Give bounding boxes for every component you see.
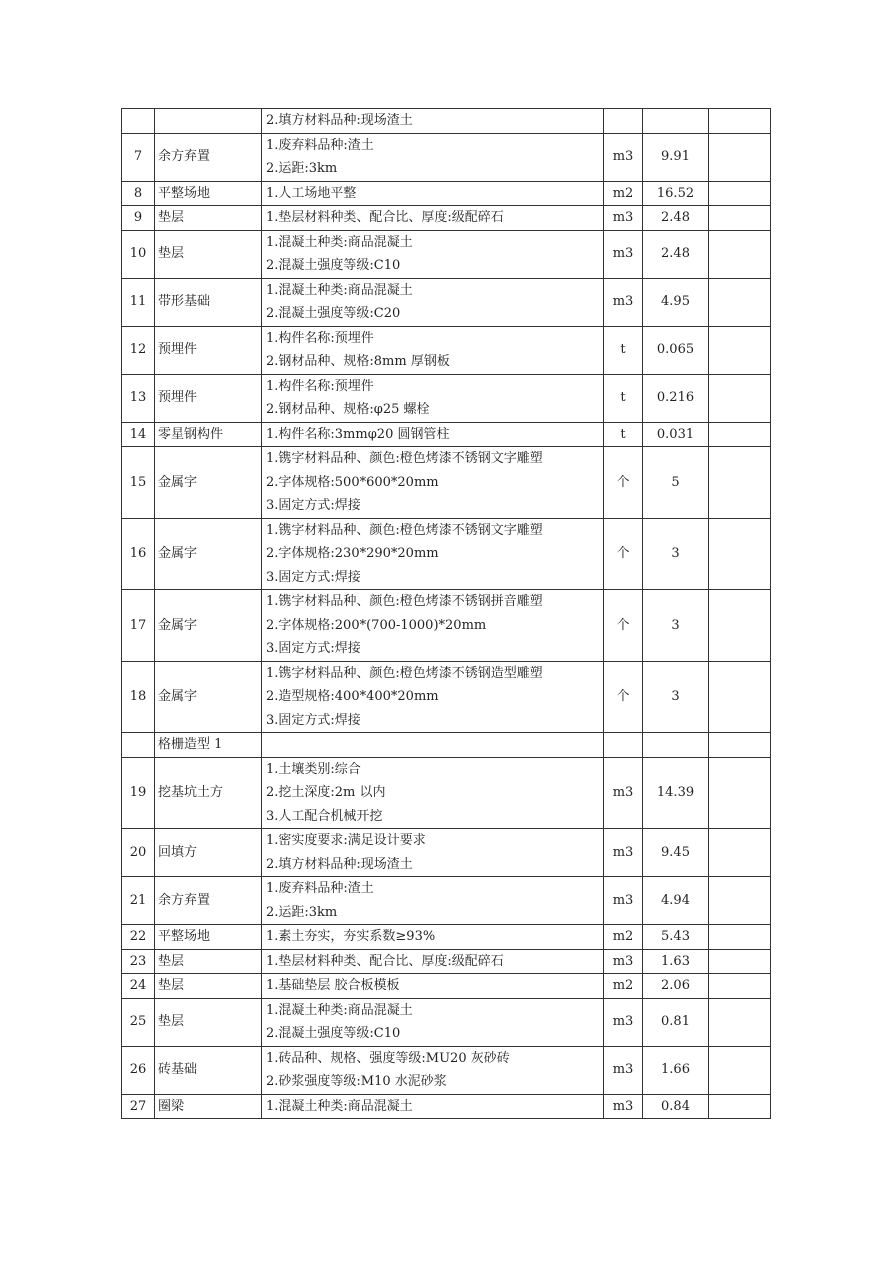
remarks-cell: [709, 590, 771, 662]
unit-cell: m3: [604, 1094, 643, 1119]
description-line: 2.砂浆强度等级:M10 水泥砂浆: [266, 1074, 447, 1089]
item-name-cell: 预埋件: [155, 326, 262, 374]
unit-cell: m3: [604, 829, 643, 877]
item-description-cell: [262, 326, 604, 374]
remarks-cell: [709, 877, 771, 925]
table-row: [122, 109, 771, 134]
item-name-cell: 预埋件: [155, 374, 262, 422]
unit-cell: 个: [604, 661, 643, 733]
unit-cell: t: [604, 374, 643, 422]
item-number-cell: 15: [122, 447, 155, 519]
item-number-cell: 11: [122, 278, 155, 326]
item-name-cell: 金属字: [155, 518, 262, 590]
table-row: [122, 1046, 771, 1094]
bill-of-quantities-table: [121, 108, 771, 1119]
description-line: 1.混凝土种类:商品混凝土: [266, 1098, 413, 1114]
quantity-cell: 2.48: [643, 230, 709, 278]
item-description-cell: [262, 925, 604, 950]
remarks-cell: [709, 949, 771, 974]
table-row: [122, 925, 771, 950]
table-row: [122, 877, 771, 925]
item-description-cell: [262, 133, 604, 181]
unit-cell: 个: [604, 518, 643, 590]
description-line: 1.密实度要求:满足设计要求: [266, 833, 426, 848]
description-line: 2.混凝土强度等级:C10: [266, 1026, 401, 1041]
description-line: 3.固定方式:焊接: [266, 641, 361, 656]
unit-cell: m3: [604, 757, 643, 829]
item-description-cell: [262, 757, 604, 829]
description-line: 3.固定方式:焊接: [266, 498, 361, 513]
description-line: 1.镌字材料品种、颜色:橙色烤漆不锈钢拼音雕塑: [266, 594, 543, 609]
table-row: [122, 230, 771, 278]
quantity-cell: 0.216: [643, 374, 709, 422]
item-description-cell: [262, 447, 604, 519]
remarks-cell: [709, 925, 771, 950]
item-number-cell: 19: [122, 757, 155, 829]
item-description-cell: [262, 1094, 604, 1119]
unit-cell: m3: [604, 133, 643, 181]
item-name-cell: 圈梁: [155, 1094, 262, 1119]
item-description-cell: [262, 109, 604, 134]
quantity-cell: 1.66: [643, 1046, 709, 1094]
table-row: [122, 518, 771, 590]
item-name-cell: [155, 109, 262, 134]
description-line: 2.字体规格:500*600*20mm: [266, 474, 439, 490]
item-number-cell: [122, 109, 155, 134]
description-line: 2.钢材品种、规格:φ25 螺栓: [266, 402, 430, 417]
item-number-cell: 25: [122, 998, 155, 1046]
item-name-cell: 带形基础: [155, 278, 262, 326]
quantity-cell: 0.065: [643, 326, 709, 374]
remarks-cell: [709, 230, 771, 278]
unit-cell: t: [604, 422, 643, 447]
unit-cell: m3: [604, 206, 643, 231]
unit-cell: m3: [604, 949, 643, 974]
unit-cell: m2: [604, 181, 643, 206]
item-description-cell: [262, 518, 604, 590]
item-name-cell: 垫层: [155, 998, 262, 1046]
remarks-cell: [709, 733, 771, 758]
item-description-cell: [262, 278, 604, 326]
item-number-cell: [122, 733, 155, 758]
item-name-cell: 垫层: [155, 230, 262, 278]
quantity-cell: 5.43: [643, 925, 709, 950]
unit-cell: 个: [604, 447, 643, 519]
remarks-cell: [709, 447, 771, 519]
remarks-cell: [709, 1094, 771, 1119]
quantity-cell: 0.031: [643, 422, 709, 447]
item-name-cell: 余方弃置: [155, 133, 262, 181]
description-line: 1.人工场地平整: [266, 185, 357, 201]
remarks-cell: [709, 998, 771, 1046]
description-line: 1.混凝土种类:商品混凝土: [266, 282, 413, 298]
table-row: [122, 206, 771, 231]
remarks-cell: [709, 206, 771, 231]
description-line: 2.挖土深度:2m 以内: [266, 785, 386, 800]
table-row: [122, 733, 771, 758]
item-description-cell: [262, 590, 604, 662]
quantity-cell: [643, 109, 709, 134]
table-row: [122, 1094, 771, 1119]
item-description-cell: [262, 829, 604, 877]
remarks-cell: [709, 661, 771, 733]
description-line: 2.运距:3km: [266, 904, 338, 920]
item-description-cell: [262, 374, 604, 422]
table-row: [122, 949, 771, 974]
description-line: 2.字体规格:200*(700-1000)*20mm: [266, 617, 487, 633]
remarks-cell: [709, 326, 771, 374]
description-line: 1.砖品种、规格、强度等级:MU20 灰砂砖: [266, 1050, 510, 1066]
description-line: 1.镌字材料品种、颜色:橙色烤漆不锈钢文字雕塑: [266, 522, 543, 538]
description-line: 1.构件名称:预埋件: [266, 378, 374, 394]
remarks-cell: [709, 133, 771, 181]
unit-cell: m3: [604, 230, 643, 278]
item-name-cell: 余方弃置: [155, 877, 262, 925]
table-row: [122, 590, 771, 662]
unit-cell: m3: [604, 998, 643, 1046]
description-line: 2.填方材料品种:现场渣土: [266, 113, 413, 128]
quantity-cell: 14.39: [643, 757, 709, 829]
quantity-cell: 4.94: [643, 877, 709, 925]
description-line: 1.废弃料品种:渣土: [266, 881, 374, 896]
table-row: [122, 661, 771, 733]
description-line: 1.废弃料品种:渣土: [266, 137, 374, 153]
description-line: 1.混凝土种类:商品混凝土: [266, 1002, 413, 1018]
remarks-cell: [709, 374, 771, 422]
table-row: [122, 422, 771, 447]
description-line: 2.造型规格:400*400*20mm: [266, 689, 439, 704]
item-description-cell: [262, 1046, 604, 1094]
item-description-cell: [262, 998, 604, 1046]
item-number-cell: 18: [122, 661, 155, 733]
unit-cell: m2: [604, 925, 643, 950]
item-name-cell: 垫层: [155, 206, 262, 231]
quantity-cell: 5: [643, 447, 709, 519]
quantity-cell: 3: [643, 661, 709, 733]
item-number-cell: 24: [122, 974, 155, 999]
item-number-cell: 17: [122, 590, 155, 662]
description-line: 2.填方材料品种:现场渣土: [266, 856, 413, 872]
table-body: [122, 109, 771, 1119]
item-description-cell: [262, 949, 604, 974]
item-number-cell: 20: [122, 829, 155, 877]
quantity-cell: 9.45: [643, 829, 709, 877]
table-row: [122, 829, 771, 877]
quantity-cell: 16.52: [643, 181, 709, 206]
description-line: 2.钢材品种、规格:8mm 厚钢板: [266, 354, 450, 369]
description-line: 1.镌字材料品种、颜色:橙色烤漆不锈钢造型雕塑: [266, 665, 543, 681]
item-name-cell: 金属字: [155, 447, 262, 519]
description-line: 2.字体规格:230*290*20mm: [266, 546, 439, 561]
quantity-cell: [643, 733, 709, 758]
quantity-cell: 2.48: [643, 206, 709, 231]
item-description-cell: [262, 230, 604, 278]
item-number-cell: 26: [122, 1046, 155, 1094]
table-row: [122, 374, 771, 422]
unit-cell: 个: [604, 590, 643, 662]
description-line: 1.基础垫层 胶合板模板: [266, 978, 400, 993]
table-row: [122, 998, 771, 1046]
description-line: 2.混凝土强度等级:C10: [266, 258, 401, 273]
table-row: [122, 278, 771, 326]
description-line: 1.构件名称:3mmφ20 圆钢管柱: [266, 426, 450, 442]
description-line: 3.人工配合机械开挖: [266, 808, 383, 824]
remarks-cell: [709, 1046, 771, 1094]
item-number-cell: 7: [122, 133, 155, 181]
remarks-cell: [709, 109, 771, 134]
item-number-cell: 22: [122, 925, 155, 950]
item-description-cell: [262, 422, 604, 447]
item-description-cell: [262, 974, 604, 999]
table-row: [122, 974, 771, 999]
item-name-cell: 砖基础: [155, 1046, 262, 1094]
item-name-cell: 平整场地: [155, 925, 262, 950]
remarks-cell: [709, 829, 771, 877]
item-name-cell: 零星钢构件: [155, 422, 262, 447]
description-line: [266, 733, 600, 757]
quantity-cell: 4.95: [643, 278, 709, 326]
unit-cell: m3: [604, 1046, 643, 1094]
item-number-cell: 8: [122, 181, 155, 206]
description-line: 1.素土夯实，夯实系数≥93%: [266, 929, 436, 944]
description-line: 1.垫层材料种类、配合比、厚度:级配碎石: [266, 953, 504, 969]
quantity-cell: 0.81: [643, 998, 709, 1046]
remarks-cell: [709, 518, 771, 590]
description-line: 1.镌字材料品种、颜色:橙色烤漆不锈钢文字雕塑: [266, 451, 543, 466]
table-row: [122, 447, 771, 519]
table-row: [122, 181, 771, 206]
item-name-cell: 格栅造型 1: [155, 733, 262, 758]
item-number-cell: 9: [122, 206, 155, 231]
description-line: 1.构件名称:预埋件: [266, 330, 374, 346]
item-number-cell: 10: [122, 230, 155, 278]
quantity-cell: 2.06: [643, 974, 709, 999]
remarks-cell: [709, 974, 771, 999]
description-line: 2.混凝土强度等级:C20: [266, 306, 401, 321]
unit-cell: m3: [604, 877, 643, 925]
description-line: 1.土壤类别:综合: [266, 761, 361, 777]
unit-cell: m3: [604, 278, 643, 326]
description-line: 1.垫层材料种类、配合比、厚度:级配碎石: [266, 210, 504, 225]
item-name-cell: 挖基坑土方: [155, 757, 262, 829]
remarks-cell: [709, 181, 771, 206]
description-line: 3.固定方式:焊接: [266, 712, 361, 728]
item-number-cell: 23: [122, 949, 155, 974]
item-description-cell: [262, 733, 604, 758]
item-number-cell: 14: [122, 422, 155, 447]
unit-cell: [604, 733, 643, 758]
item-name-cell: 金属字: [155, 661, 262, 733]
item-description-cell: [262, 661, 604, 733]
quantity-cell: 9.91: [643, 133, 709, 181]
unit-cell: m2: [604, 974, 643, 999]
table-row: [122, 326, 771, 374]
description-line: 2.运距:3km: [266, 161, 338, 176]
quantity-cell: 1.63: [643, 949, 709, 974]
description-line: 1.混凝土种类:商品混凝土: [266, 234, 413, 250]
description-line: 3.固定方式:焊接: [266, 569, 361, 585]
remarks-cell: [709, 422, 771, 447]
item-description-cell: [262, 181, 604, 206]
item-number-cell: 16: [122, 518, 155, 590]
unit-cell: t: [604, 326, 643, 374]
quantity-cell: 0.84: [643, 1094, 709, 1119]
item-description-cell: [262, 206, 604, 231]
item-description-cell: [262, 877, 604, 925]
item-name-cell: 垫层: [155, 974, 262, 999]
item-number-cell: 13: [122, 374, 155, 422]
item-name-cell: 平整场地: [155, 181, 262, 206]
item-number-cell: 21: [122, 877, 155, 925]
quantity-cell: 3: [643, 518, 709, 590]
unit-cell: [604, 109, 643, 134]
item-name-cell: 垫层: [155, 949, 262, 974]
item-number-cell: 12: [122, 326, 155, 374]
remarks-cell: [709, 278, 771, 326]
table-row: [122, 757, 771, 829]
table-row: [122, 133, 771, 181]
item-name-cell: 回填方: [155, 829, 262, 877]
item-number-cell: 27: [122, 1094, 155, 1119]
item-name-cell: 金属字: [155, 590, 262, 662]
quantity-cell: 3: [643, 590, 709, 662]
remarks-cell: [709, 757, 771, 829]
